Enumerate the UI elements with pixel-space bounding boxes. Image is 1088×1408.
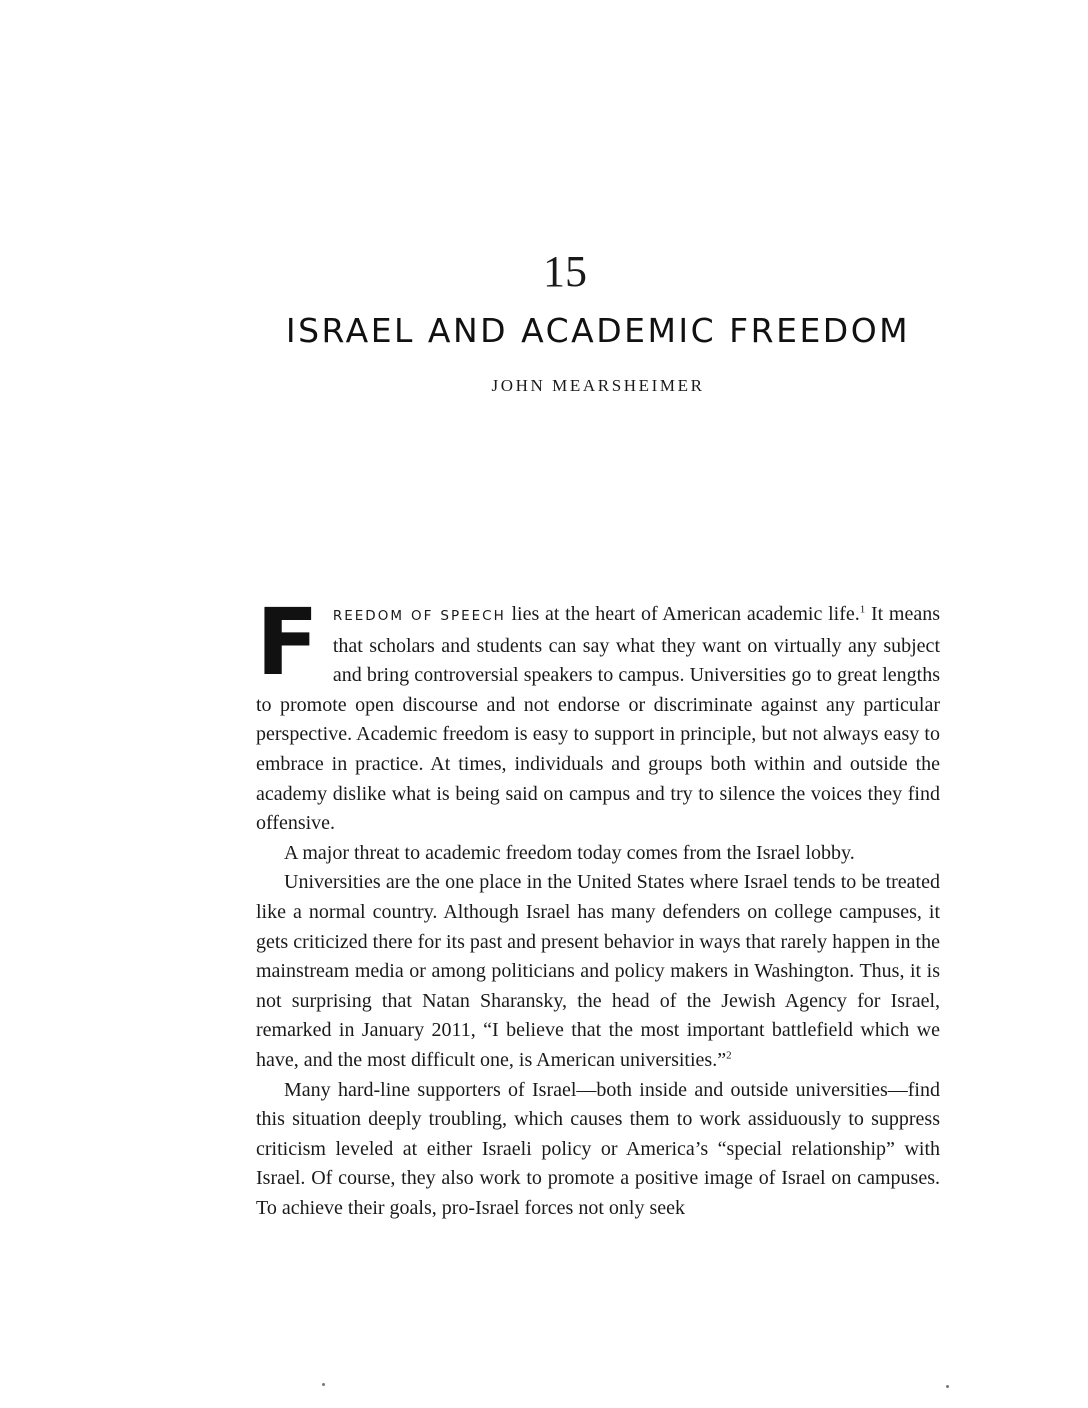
chapter-body [256,589,940,1223]
paragraph-1-text-cont: It means that scholars and students can say what they want on virtually any subject and bring controversial speakers to campus. Universities go to great lengths to promote open discourse and not endorse or discriminate against any particular perspective. Academic freedom is easy to support in principle, but not always easy to embrace in practice. At times, individuals and groups both within and outside the academy dislike what is being said on campus and try to silence the voices they find offensive. [256,603,940,835]
footnote-ref-2: 2 [726,1049,732,1062]
paragraph-2: A major threat to academic freedom today comes from the Israel lobby. [284,841,855,864]
drop-cap: F [256,589,319,696]
paragraph-1 [256,589,940,839]
lead-in-smallcaps: REEDOM OF SPEECH [332,608,506,624]
chapter-title: ISRAEL AND ACADEMIC FREEDOM [285,311,911,350]
chapter-author: JOHN MEARSHEIMER [491,376,705,395]
scan-speck [322,1383,325,1386]
footnote-ref-1: 1 [859,603,866,616]
chapter-number: 15 [543,247,587,296]
paragraph-4: Many hard-line supporters of Israel—both inside and outside universities—find this situation deeply troubling, which causes them to work assiduously to suppress criticism leveled at either Israeli policy or America’s “special relationship” with Israel. Of course, they also work to promote a positive image of Israel on campuses. To achieve their goals, pro-Israel forces not only seek [256,1078,940,1219]
scan-speck [946,1385,949,1388]
paragraph-3-text: Universities are the one place in the United States where Israel tends to be treated like a normal country. Although Israel has many defenders on college campuses, it gets criticized there for its past and present behavior in ways that rarely happen in the mainstream media or among politicians and policy makers in Washington. Thus, it is not surprising that Natan Sharansky, the head of the Jewish Agency for Israel, remarked in January 2011, “I believe that the most important battlefield which we have, and the most difficult one, is American universities.” [256,871,940,1071]
paragraph-1-text: lies at the heart of American academic life. [505,603,860,625]
paragraph-3 [256,868,940,1075]
